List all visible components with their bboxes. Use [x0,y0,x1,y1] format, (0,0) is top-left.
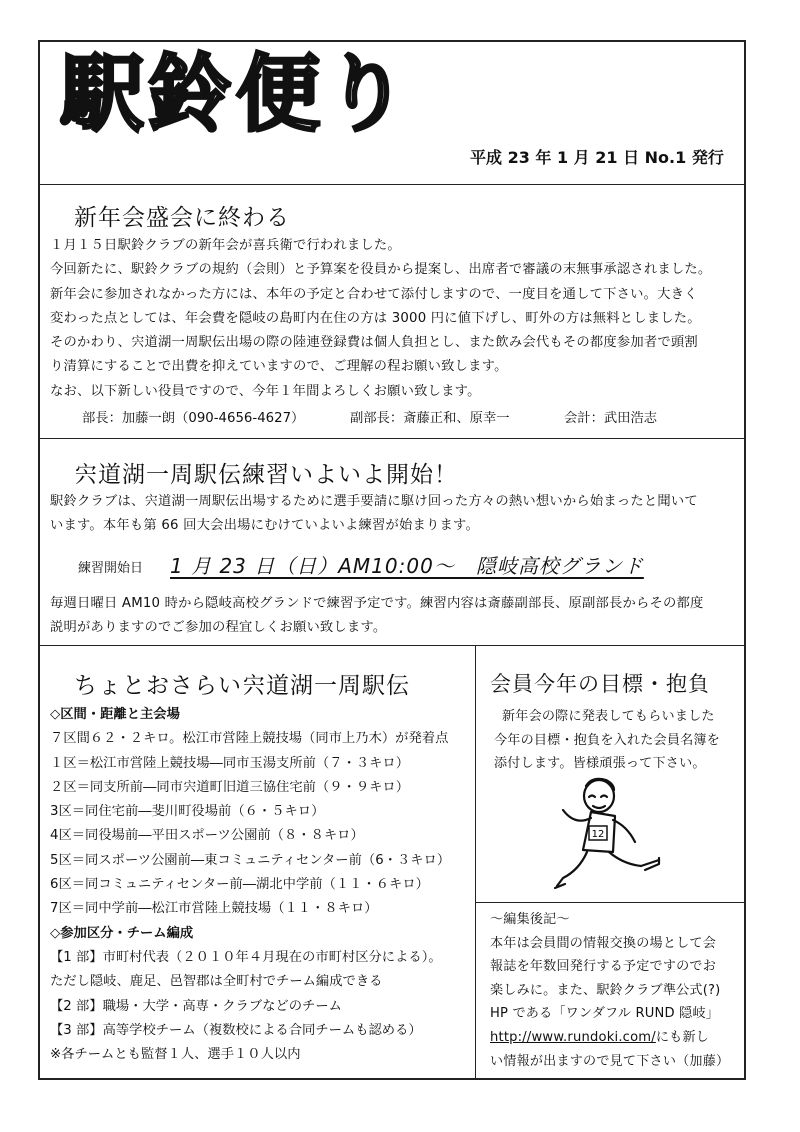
issue-date: 平成 23 年 1 月 21 日 No.1 発行 [470,148,724,167]
list-item: 5区＝同スポーツ公園前―東コミュニティセンター前（6・３キロ） [50,852,451,868]
section3-title: ちょとおさらい宍道湖一周駅伝 [74,673,410,699]
editor-line: 楽しみに。また、駅鈴クラブ準公式(?) [490,982,721,998]
list-heading: ◇参加区分・チーム編成 [50,925,194,941]
list-item: 7区＝同中学前―松江市営陸上競技場（１１・８キロ） [50,901,378,917]
list-item: 【1 部】市町村代表（２０１０年４月現在の市町村区分による）。 [50,949,442,965]
list-item: 【2 部】職場・大学・高専・クラブなどのチーム [50,998,342,1014]
kickoff-label: 練習開始日 [78,561,144,576]
officer-chair: 部長：加藤一朗（090-4656-4627） [82,411,305,426]
divider-section1 [40,438,744,439]
section1-line: 新年会に参加されなかった方には、本年の予定と合わせて添付しますので、一度目を通して下さい。大きく [50,286,698,302]
kickoff-value: 1 月 23 日（日）AM10:00～ 隠岐高校グランド [170,554,644,578]
section1-line: 変わった点としては、年会費を隠岐の島町内在住の方は 3000 円に値下げし、町外の方は無料としました。 [50,310,701,326]
editor-link-line [490,1026,729,1050]
officer-vice: 副部長：斎藤正和、原幸一 [350,411,510,426]
masthead-title: 駅鈴便り [60,45,413,143]
officer-treasurer: 会計：武田浩志 [564,411,658,426]
section3-list [50,703,450,1067]
section1-line: 今回新たに、駅鈴クラブの規約（会則）と予算案を役員から提案し、出席者で審議の末無事承認されました。 [50,262,712,278]
editor-body [490,908,729,1073]
section1-line: １月１５日駅鈴クラブの新年会が喜兵衛で行われました。 [50,238,401,253]
section2-line: います。本年も第 66 回大会出場にむけていよいよ練習が始まります。 [50,518,479,534]
section4-title: 会員今年の目標・抱負 [490,672,710,696]
list-item: 3区＝同住宅前―斐川町役場前（６・５キロ） [50,804,325,820]
section1-title: 新年会盛会に終わる [74,205,290,231]
list-item: 4区＝同役場前―平田スポーツ公園前（８・８キロ） [50,828,364,844]
section2-line: 説明がありますのでご参加の程宜しくお願い致します。 [50,620,387,636]
divider-header [40,184,744,185]
list-item: １区＝松江市営陸上競技場―同市玉湯支所前（７・３キロ） [50,755,410,771]
list-heading: ◇区間・距離と主会場 [50,707,180,722]
section4-line: 今年の目標・抱負を入れた会員名簿を [494,732,720,748]
divider-editor [475,902,744,903]
list-item: ２区＝同支所前―同市宍道町旧道三協住宅前（９・９キロ） [50,779,410,795]
section4-line: 添付します。皆様頑張って下さい。 [494,756,706,771]
editor-line: 本年は会員間の情報交換の場として会 [490,935,716,951]
section1-line: り清算にすることで出費を抑えていますので、ご理解の程お願い致します。 [50,359,508,375]
editor-line: HP である「ワンダフル RUND 隠岐」 [490,1006,720,1022]
editor-line: 報誌を年数回発行する予定ですのでお [490,959,716,975]
divider-column [475,645,476,1080]
list-item: ７区間６２・２キロ。松江市営陸上競技場（同市上乃木）が発着点 [50,731,449,747]
list-item: ただし隠岐、鹿足、邑智郡は全町村でチーム編成できる [50,974,383,990]
section1-line: なお、以下新しい役員ですので、今年１年間よろしくお願い致します。 [50,383,481,399]
section2-title: 宍道湖一周駅伝練習いよいよ開始！ [74,462,458,488]
editor-link-suffix: にも新し [655,1029,710,1045]
editor-last-line: い情報が出ますので見て下さい（加藤） [490,1053,730,1069]
section2-body2 [50,592,703,641]
runner-illustration [553,776,663,894]
section1-line: そのかわり、宍道湖一周駅伝出場の際の陸連登録費は個人負担とし、また飲み会代もその都度参加者で頭割 [50,335,698,351]
runner-bib: 12 [591,829,605,840]
section4-line: 新年会の際に発表してもらいました [502,709,715,724]
list-item: 【3 部】高等学校チーム（複数校による合同チームも認める） [50,1022,422,1038]
section2-line: 毎週日曜日 AM10 時から隠岐高校グランドで練習予定です。練習内容は斎藤副部長、原副部長からその都度 [50,596,704,611]
section2-body [50,490,698,539]
divider-section2 [40,645,744,646]
list-item: ※各チームとも監督１人、選手１０人以内 [50,1047,301,1063]
section4-body [494,705,720,776]
section2-line: 駅鈴クラブは、宍道湖一周駅伝出場するために選手要請に駆け回った方々の熱い想いから始まったと聞いて [50,494,698,509]
section1-body [50,234,711,404]
homepage-link[interactable]: http://www.rundoki.com/ [490,1029,656,1045]
list-item: 6区＝同コミュニティセンター前―湖北中学前（１１・６キロ） [50,877,429,893]
editor-title: ～編集後記～ [490,912,570,927]
